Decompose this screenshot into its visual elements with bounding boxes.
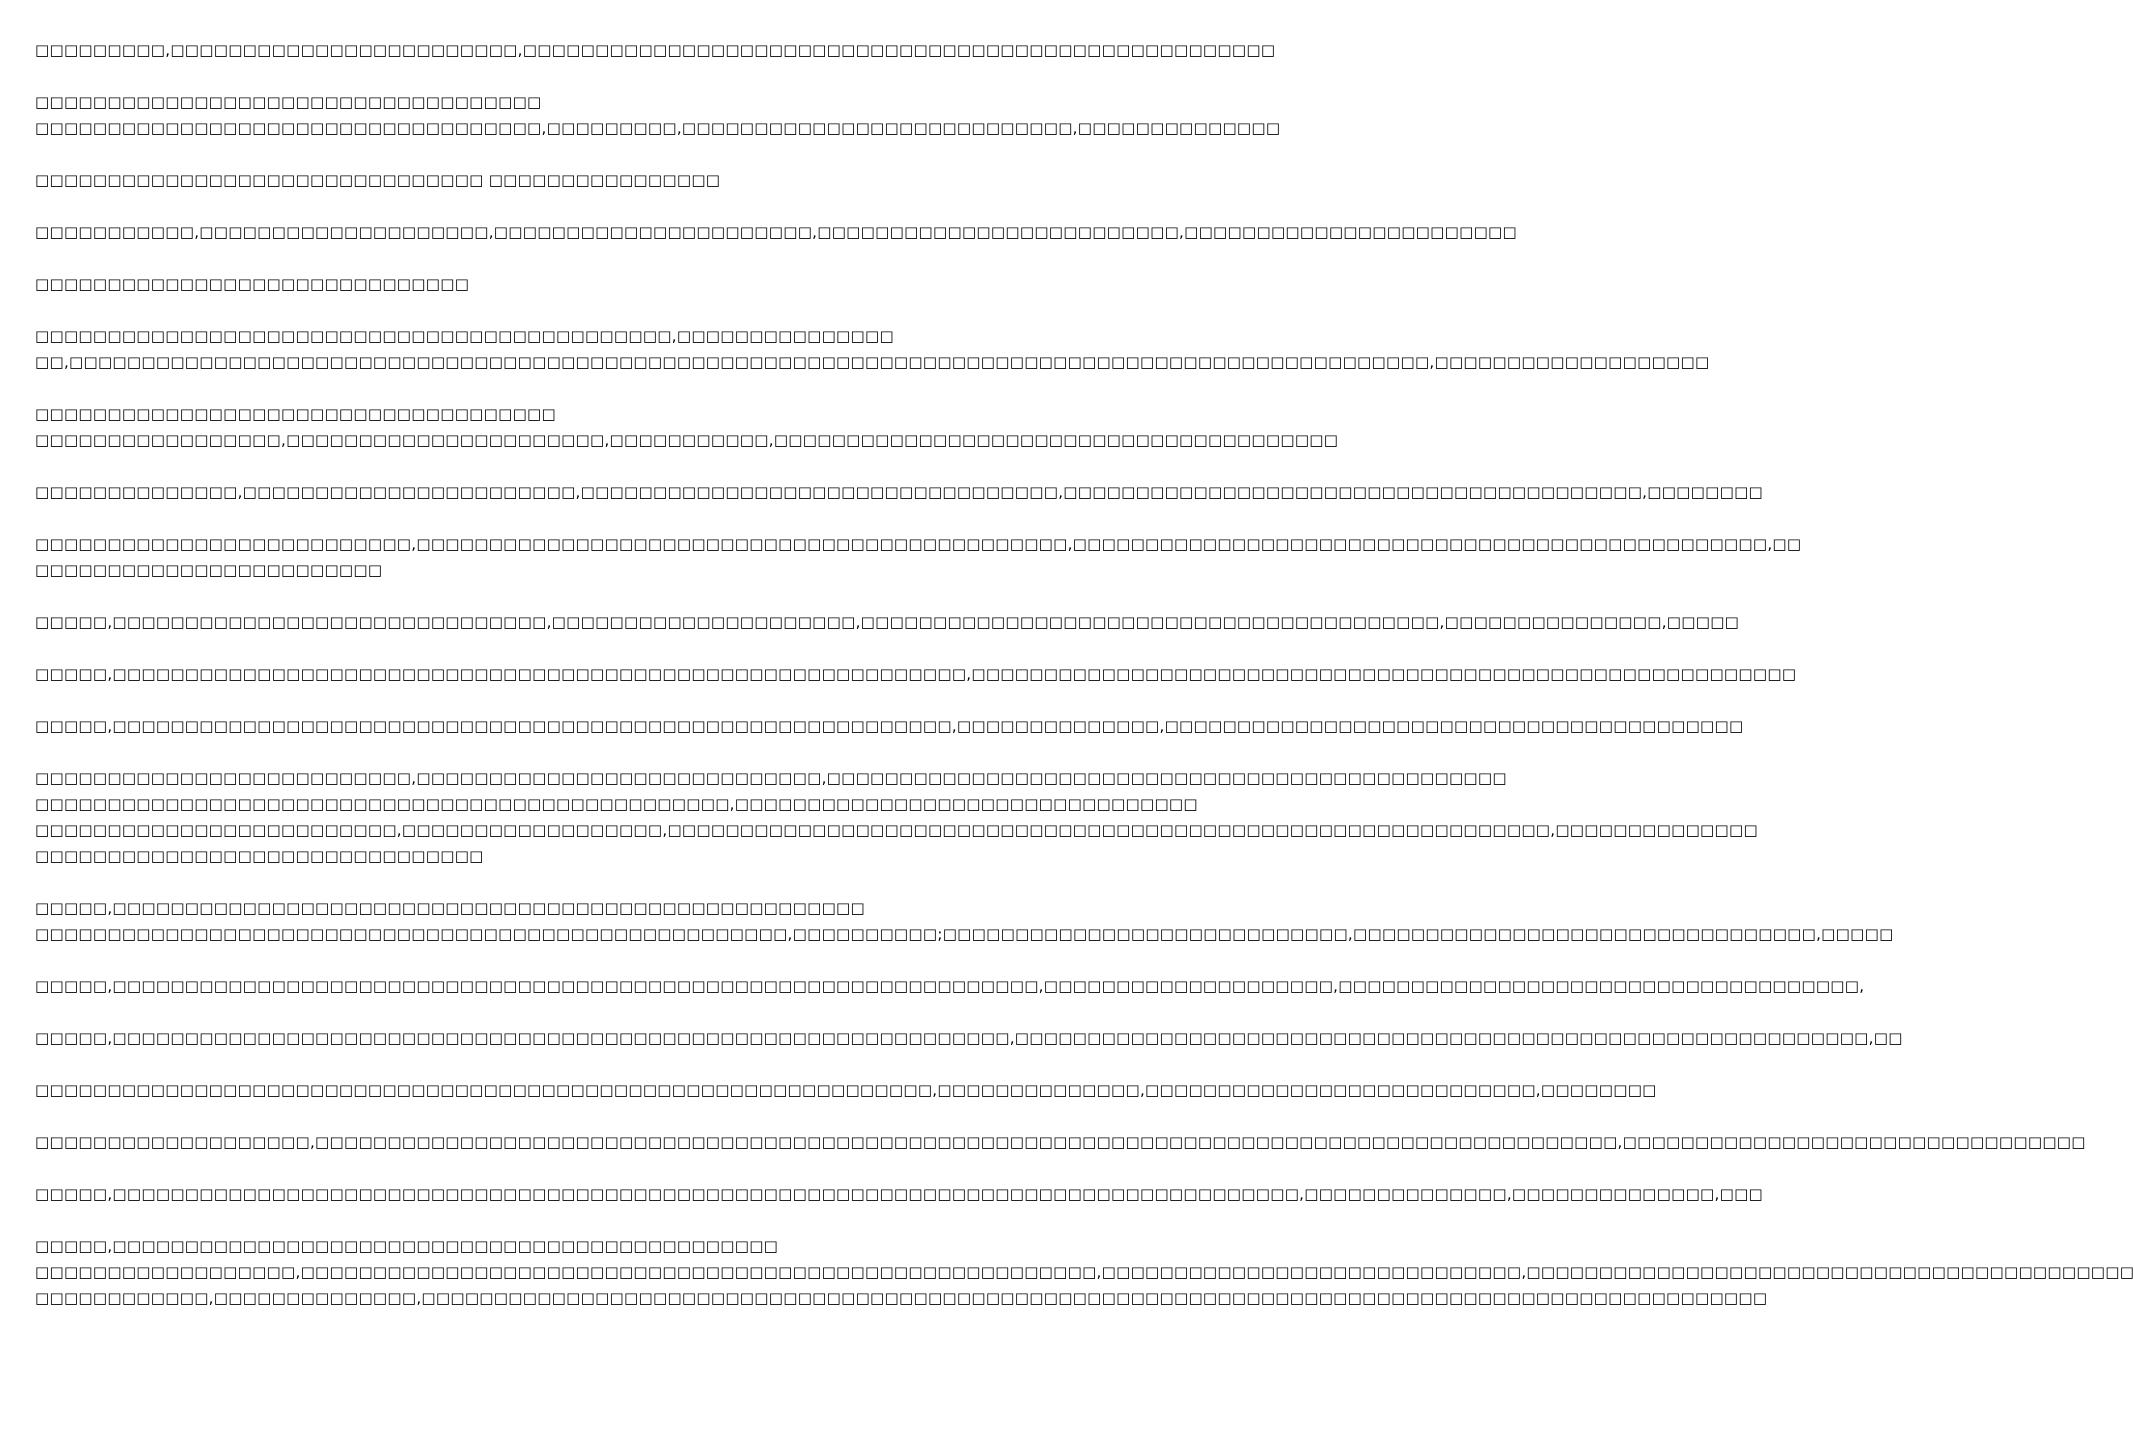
text-line: □□□□□□□□□□□□□□□□□□□□□□□□□□,□□□□□□□□□□□□□□□□□□□□□□□□□□□□,□□□□□□□□□□□□□□□□□□□□□□□□□□□□□□□□□□□□□□□□□□□□□□□ — [35, 769, 1507, 787]
text-line: □□□□□□□□□□□□□□□□□□□□□□□□□,□□□□□□□□□□□□□□□□□□,□□□□□□□□□□□□□□□□□□□□□□□□□□□□□□□□□□□□□□□□□□□□□□□□□□□□□□□□□□□□□,□□□□□□□□□□□□□□ — [35, 821, 1758, 839]
paragraph — [35, 323, 1710, 375]
text-line: □□□□□,□□□□□□□□□□□□□□□□□□□□□□□□□□□□□□□□□□□□□□□□□□□□□□□□□□□□□□□□□□□,□□□□□□□□□□□□□□□□□□□□□□□□□□□□□□□□□□□□□□□□□□□□□□□□□□□□□□□□□ — [35, 665, 1797, 683]
text-line: □□□□□□□□□□□□,□□□□□□□□□□□□□□,□□□□□□□□□□□□□□□□□□□□□□□□□□□□□□□□□□□□□□□□□□□□□□□□□□□□□□□□□□□□□□□□□□□□□□□□□□□□□□□□□□□□□□□□□□□□□ — [35, 1289, 1768, 1307]
paragraph — [35, 219, 1517, 245]
paragraph — [35, 1025, 1903, 1051]
text-line: □□□□□□□□□□□□□□□□□□□□□□□□□□□□□□□□□□□□□□□□□□□□,□□□□□□□□□□□□□□□ — [35, 327, 894, 345]
text-line: □□□□□□□□□□□□□□□□□□□□□□□□□□□□□□□□□□□□ — [35, 405, 557, 423]
text-line: □□□□□□□□□□□□□□□□□□□□□□□□□□□□□□□□□□□□□□□□□□□□□□□□,□□□□□□□□□□□□□□□□□□□□□□□□□□□□□□□□ — [35, 795, 1198, 813]
paragraph — [35, 479, 1764, 505]
text-line: □□□□□,□□□□□□□□□□□□□□□□□□□□□□□□□□□□□□□□□□□□□□□□□□□□□□□□□□□□ — [35, 899, 865, 917]
paragraph — [35, 1181, 1764, 1207]
text-line: □□□□□,□□□□□□□□□□□□□□□□□□□□□□□□□□□□□□□□□□□□□□□□□□□□□□□□□□□□□□□□□□□□□□□□,□□□□□□□□□□□□□□□□□□□□,□□□□□□□□□□□□□□□□□□□□□□□□□□□□□□□□□□□□, — [35, 977, 1865, 995]
text-line: □□□□□□□□□□□□□□□□□□□□□□□□ — [35, 561, 383, 579]
text-line: □□□□□□□□□□□□□□□□□□□□□□□□□□□□□□□□□□□□□□□□□□□□□□□□□□□□,□□□□□□□□□□;□□□□□□□□□□□□□□□□□□□□□□□□□□□□,□□□□□□□□□□□□□□□□□□□□□□□□□□□□□□□□,□□□□□ — [35, 925, 1894, 943]
text-line: □□□□□□□□□□□□□□□□□□□□□□□□□□□□□□□□□□□□□□□□□□□□□□□□□□□□□□□□□□□□□□,□□□□□□□□□□□□□□,□□□□□□□□□□□□□□□□□□□□□□□□□□□,□□□□□□□□ — [35, 1081, 1657, 1099]
text-line: □□□□□,□□□□□□□□□□□□□□□□□□□□□□□□□□□□□□□□□□□□□□□□□□□□□□□□□□□□□□□□□□□□□□□□□□□□□□□□□□□□□□□□□□,□□□□□□□□□□□□□□,□□□□□□□□□□□□□□,□□□ — [35, 1185, 1764, 1203]
text-line: □□□□□□□□□□□□□□□□□□,□□□□□□□□□□□□□□□□□□□□□□□□□□□□□□□□□□□□□□□□□□□□□□□□□□□□□□□,□□□□□□□□□□□□□□□□□□□□□□□□□□□□□,□□□□□□□□□□□□□□□□□□□□□□□□□□□□□□□□□□□□□□□□□□ — [35, 1263, 2134, 1281]
text-line: □□□□□,□□□□□□□□□□□□□□□□□□□□□□□□□□□□□□□□□□□□□□□□□□□□□□ — [35, 1237, 779, 1255]
paragraph — [35, 531, 1802, 583]
document-body — [35, 37, 2134, 1337]
text-line: □□□□□□□□□□□□□□□□□□□□□□□□□□□□□□□ — [35, 847, 484, 865]
text-line: □□,□□□□□□□□□□□□□□□□□□□□□□□□□□□□□□□□□□□□□□□□□□□□□□□□□□□□□□□□□□□□□□□□□□□□□□□□□□□□□□□□□□□□□□□□□□□□□□,□□□□□□□□□□□□□□□□□□□ — [35, 353, 1710, 371]
paragraph — [35, 1129, 2086, 1155]
paragraph — [35, 895, 1894, 947]
text-line: □□□□□□□□□□□□□□□□□□□,□□□□□□□□□□□□□□□□□□□□□□□□□□□□□□□□□□□□□□□□□□□□□□□□□□□□□□□□□□□□□□□□□□□□□□□□□□□□□□□□□□□□□□□□□□,□□□□□□□□□□□□□□□□□□□□□□□□□□□□□□□□ — [35, 1133, 2086, 1151]
paragraph — [35, 1233, 2134, 1311]
text-line: □□□□□□□□□□□□□□□□□□□□□□□□□□,□□□□□□□□□□□□□□□□□□□□□□□□□□□□□□□□□□□□□□□□□□□□□,□□□□□□□□□□□□□□□□□□□□□□□□□□□□□□□□□□□□□□□□□□□□□□□□,□□ — [35, 535, 1802, 553]
paragraph — [35, 37, 1276, 63]
paragraph — [35, 765, 1758, 869]
text-line: □□□□□□□□□□□□□□□□□□□□□□□□□□□□□□ — [35, 275, 470, 293]
text-line: □□□□□□□□□□□□□□□□□□□□□□□□□□□□□□□□□□□ — [35, 93, 542, 111]
paragraph — [35, 609, 1740, 635]
paragraph — [35, 167, 990, 193]
paragraph — [35, 401, 1339, 453]
text-line: □□□□□□□□□□□□□□,□□□□□□□□□□□□□□□□□□□□□□□,□□□□□□□□□□□□□□□□□□□□□□□□□□□□□□□□□,□□□□□□□□□□□□□□□□□□□□□□□□□□□□□□□□□□□□□□□□,□□□□□□□□ — [35, 483, 1764, 501]
paragraph — [35, 89, 1281, 141]
paragraph — [35, 973, 1865, 999]
paragraph — [35, 271, 990, 297]
text-line: □□□□□□□□□□□□□□□□□□□□□□□□□□□□□□□ □□□□□□□□□□□□□□□□ — [35, 171, 721, 189]
paragraph — [35, 1077, 1657, 1103]
paragraph — [35, 661, 1797, 687]
text-line: □□□□□□□□□□□,□□□□□□□□□□□□□□□□□□□□,□□□□□□□□□□□□□□□□□□□□□□,□□□□□□□□□□□□□□□□□□□□□□□□□,□□□□□□□□□□□□□□□□□□□□□□□ — [35, 223, 1517, 241]
text-line: □□□□□,□□□□□□□□□□□□□□□□□□□□□□□□□□□□□□,□□□□□□□□□□□□□□□□□□□□□,□□□□□□□□□□□□□□□□□□□□□□□□□□□□□□□□□□□□□□□□,□□□□□□□□□□□□□□□,□□□□□ — [35, 613, 1740, 631]
text-line: □□□□□□□□□□□□□□□□□□□□□□□□□□□□□□□□□□□,□□□□□□□□□,□□□□□□□□□□□□□□□□□□□□□□□□□□□,□□□□□□□□□□□□□□ — [35, 119, 1281, 137]
text-line: □□□□□,□□□□□□□□□□□□□□□□□□□□□□□□□□□□□□□□□□□□□□□□□□□□□□□□□□□□□□□□□□,□□□□□□□□□□□□□□,□□□□□□□□□□□□□□□□□□□□□□□□□□□□□□□□□□□□□□□□ — [35, 717, 1744, 735]
text-line: □□□□□□□□□,□□□□□□□□□□□□□□□□□□□□□□□□,□□□□□□□□□□□□□□□□□□□□□□□□□□□□□□□□□□□□□□□□□□□□□□□□□□□□ — [35, 41, 1276, 59]
paragraph — [35, 713, 1744, 739]
text-line: □□□□□,□□□□□□□□□□□□□□□□□□□□□□□□□□□□□□□□□□□□□□□□□□□□□□□□□□□□□□□□□□□□□□,□□□□□□□□□□□□□□□□□□□□□□□□□□□□□□□□□□□□□□□□□□□□□□□□□□□□□□□□□□□,□□ — [35, 1029, 1903, 1047]
text-line: □□□□□□□□□□□□□□□□□,□□□□□□□□□□□□□□□□□□□□□□,□□□□□□□□□□□,□□□□□□□□□□□□□□□□□□□□□□□□□□□□□□□□□□□□□□□ — [35, 431, 1339, 449]
